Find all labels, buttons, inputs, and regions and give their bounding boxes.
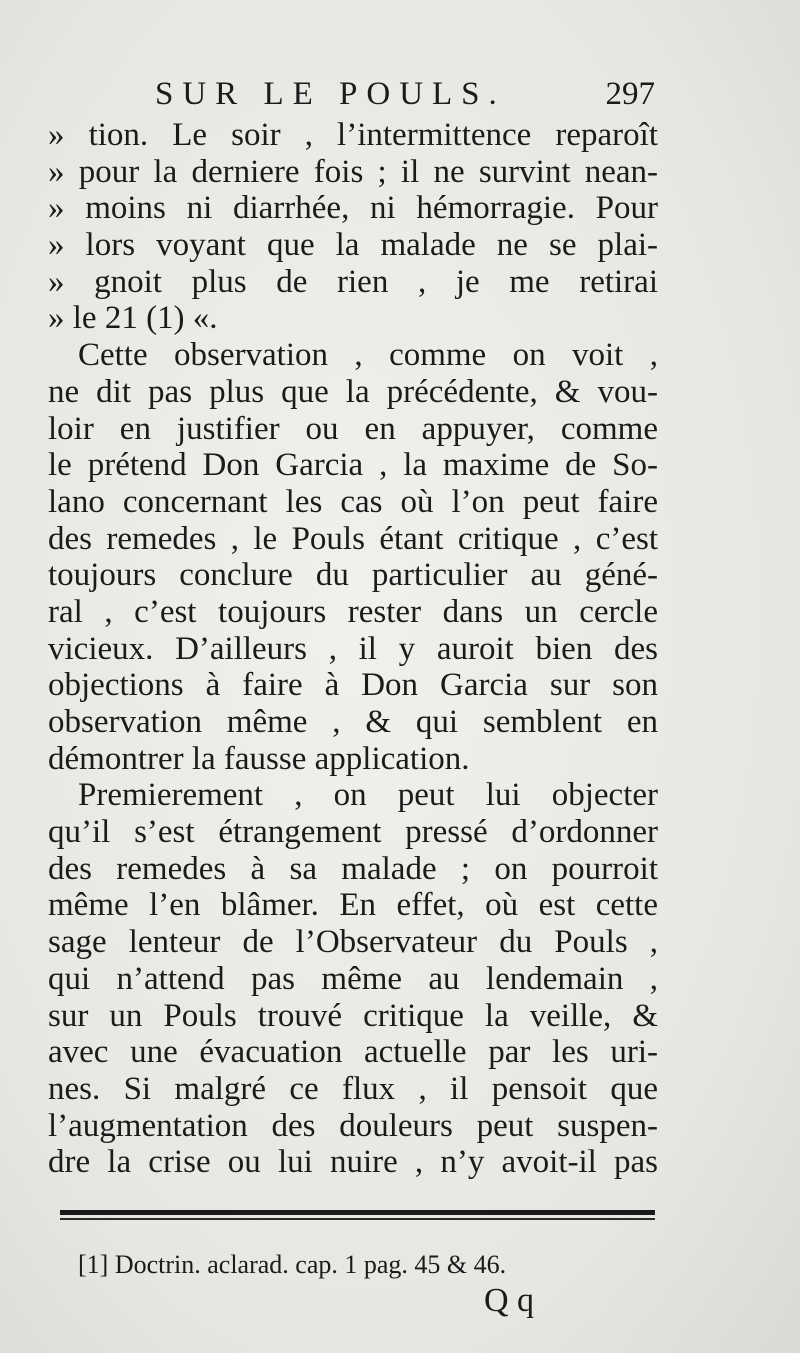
footnote-rule: [60, 1210, 655, 1215]
text-line: des remedes à sa malade ; on pourroit: [48, 850, 658, 887]
text-line: » pour la derniere fois ; il ne survint nean-: [48, 153, 658, 190]
text-line: vicieux. D’ailleurs , il y auroit bien des: [48, 630, 658, 667]
text-line: nes. Si malgré ce flux , il pensoit que: [48, 1070, 658, 1107]
text-line: ne dit pas plus que la précédente, & vou-: [48, 373, 658, 410]
page-header: [155, 76, 655, 116]
text-line: Cette observation , comme on voit ,: [78, 337, 658, 374]
text-line: ral , c’est toujours rester dans un cercle: [48, 593, 658, 630]
text-line: toujours conclure du particulier au géné-: [48, 557, 658, 594]
text-line: le prétend Don Garcia , la maxime de So-: [48, 447, 658, 484]
running-head: SUR LE POULS.: [155, 76, 506, 112]
text-line: l’augmentation des douleurs peut suspen-: [48, 1107, 658, 1144]
text-line: » le 21 (1) «.: [48, 300, 218, 337]
text-line: loir en justifier ou en appuyer, comme: [48, 410, 658, 447]
text-line: des remedes , le Pouls étant critique , c’est: [48, 520, 658, 557]
body-text: [48, 117, 658, 1181]
text-line: lano concernant les cas où l’on peut faire: [48, 483, 658, 520]
text-line: » lors voyant que la malade ne se plai-: [48, 227, 658, 264]
footnote: [1] Doctrin. aclarad. cap. 1 pag. 45 & 46.: [78, 1250, 507, 1279]
text-line: objections à faire à Don Garcia sur son: [48, 667, 658, 704]
text-line: qu’il s’est étrangement pressé d’ordonner: [48, 814, 658, 851]
text-line: dre la crise ou lui nuire , n’y avoit-il pas: [48, 1144, 658, 1181]
text-line: même l’en blâmer. En effet, où est cette: [48, 887, 658, 924]
text-line: démontrer la fausse application.: [48, 740, 470, 777]
text-line: Premierement , on peut lui objecter: [78, 777, 658, 814]
text-line: sur un Pouls trouvé critique la veille, &: [48, 997, 658, 1034]
text-line: qui n’attend pas même au lendemain ,: [48, 960, 658, 997]
text-line: observation même , & qui semblent en: [48, 704, 658, 740]
text-line: » moins ni diarrhée, ni hémorragie. Pour: [48, 190, 658, 227]
page-number: 297: [605, 76, 655, 112]
text-line: sage lenteur de l’Observateur du Pouls ,: [48, 924, 658, 961]
text-line: avec une évacuation actuelle par les uri-: [48, 1034, 658, 1071]
text-line: » gnoit plus de rien , je me retirai: [48, 263, 658, 300]
signature-mark: Q q: [484, 1282, 535, 1319]
footnote-rule-thin: [60, 1218, 655, 1220]
text-line: » tion. Le soir , l’intermittence reparoît: [48, 117, 658, 153]
